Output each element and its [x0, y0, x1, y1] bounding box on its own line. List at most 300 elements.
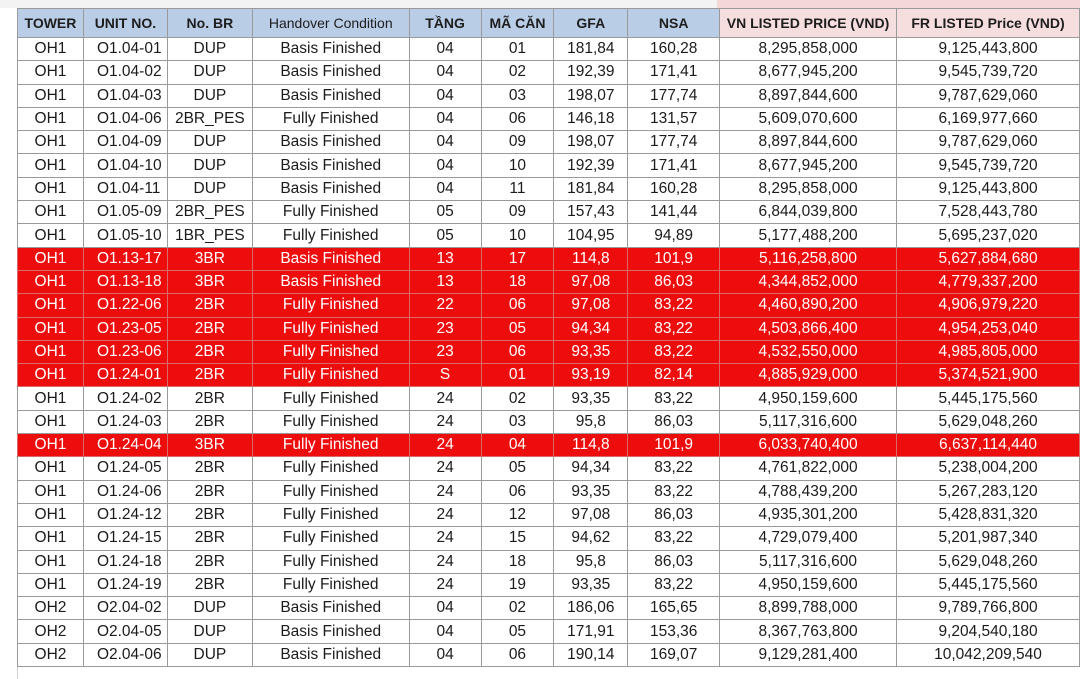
header-ma-can[interactable]: MÃ CĂN: [481, 9, 554, 38]
cell-handover-condition[interactable]: Basis Finished: [252, 177, 409, 200]
cell-ma-can[interactable]: 03: [481, 84, 554, 107]
cell-ma-can[interactable]: 02: [481, 387, 554, 410]
cell-handover-condition[interactable]: Basis Finished: [252, 154, 409, 177]
cell-vn-listed-price[interactable]: 4,460,890,200: [720, 294, 897, 317]
cell-vn-listed-price[interactable]: 5,117,316,600: [720, 550, 897, 573]
cell-fr-listed-price[interactable]: 4,906,979,220: [897, 294, 1080, 317]
cell-gfa[interactable]: 171,91: [554, 620, 628, 643]
table-row[interactable]: [18, 620, 1080, 643]
cell-tower[interactable]: OH1: [18, 84, 84, 107]
cell-vn-listed-price[interactable]: 8,899,788,000: [720, 597, 897, 620]
cell-tower[interactable]: OH1: [18, 527, 84, 550]
cell-fr-listed-price[interactable]: 5,267,283,120: [897, 480, 1080, 503]
cell-ma-can[interactable]: 05: [481, 620, 554, 643]
cell-gfa[interactable]: 93,19: [554, 364, 628, 387]
cell-no-br[interactable]: 3BR: [167, 434, 252, 457]
cell-fr-listed-price[interactable]: 5,428,831,320: [897, 503, 1080, 526]
cell-unit-no[interactable]: O2.04-06: [83, 643, 167, 666]
cell-no-br[interactable]: DUP: [167, 177, 252, 200]
cell-fr-listed-price[interactable]: 4,779,337,200: [897, 270, 1080, 293]
table-row[interactable]: [18, 457, 1080, 480]
table-row[interactable]: [18, 410, 1080, 433]
cell-no-br[interactable]: DUP: [167, 154, 252, 177]
cell-tower[interactable]: OH1: [18, 480, 84, 503]
cell-handover-condition[interactable]: Fully Finished: [252, 107, 409, 130]
cell-tang[interactable]: 04: [409, 38, 481, 61]
cell-unit-no[interactable]: O1.04-09: [83, 131, 167, 154]
table-row[interactable]: [18, 247, 1080, 270]
cell-fr-listed-price[interactable]: 4,954,253,040: [897, 317, 1080, 340]
cell-no-br[interactable]: 2BR: [167, 457, 252, 480]
cell-no-br[interactable]: 2BR: [167, 387, 252, 410]
cell-tang[interactable]: 24: [409, 387, 481, 410]
cell-tang[interactable]: 04: [409, 131, 481, 154]
cell-handover-condition[interactable]: Basis Finished: [252, 38, 409, 61]
cell-tower[interactable]: OH1: [18, 503, 84, 526]
cell-nsa[interactable]: 165,65: [628, 597, 720, 620]
cell-fr-listed-price[interactable]: 6,169,977,660: [897, 107, 1080, 130]
cell-fr-listed-price[interactable]: 5,629,048,260: [897, 410, 1080, 433]
cell-no-br[interactable]: 2BR: [167, 410, 252, 433]
cell-gfa[interactable]: 94,34: [554, 457, 628, 480]
table-row[interactable]: [18, 84, 1080, 107]
cell-unit-no[interactable]: O1.24-18: [83, 550, 167, 573]
table-row[interactable]: [18, 107, 1080, 130]
table-row[interactable]: [18, 224, 1080, 247]
cell-gfa[interactable]: 186,06: [554, 597, 628, 620]
cell-vn-listed-price[interactable]: 4,950,159,600: [720, 573, 897, 596]
cell-fr-listed-price[interactable]: 5,238,004,200: [897, 457, 1080, 480]
table-row[interactable]: [18, 61, 1080, 84]
cell-ma-can[interactable]: 06: [481, 107, 554, 130]
cell-nsa[interactable]: 171,41: [628, 61, 720, 84]
cell-tower[interactable]: OH1: [18, 270, 84, 293]
cell-fr-listed-price[interactable]: 9,787,629,060: [897, 84, 1080, 107]
cell-fr-listed-price[interactable]: 5,374,521,900: [897, 364, 1080, 387]
cell-tang[interactable]: 22: [409, 294, 481, 317]
cell-no-br[interactable]: 2BR_PES: [167, 201, 252, 224]
cell-gfa[interactable]: 114,8: [554, 247, 628, 270]
cell-vn-listed-price[interactable]: 8,897,844,600: [720, 84, 897, 107]
cell-tang[interactable]: 24: [409, 503, 481, 526]
cell-nsa[interactable]: 160,28: [628, 177, 720, 200]
cell-ma-can[interactable]: 02: [481, 597, 554, 620]
cell-tower[interactable]: OH1: [18, 410, 84, 433]
cell-ma-can[interactable]: 04: [481, 434, 554, 457]
cell-fr-listed-price[interactable]: 9,125,443,800: [897, 177, 1080, 200]
cell-handover-condition[interactable]: Fully Finished: [252, 224, 409, 247]
cell-nsa[interactable]: 83,22: [628, 340, 720, 363]
cell-vn-listed-price[interactable]: 8,367,763,800: [720, 620, 897, 643]
cell-fr-listed-price[interactable]: 5,445,175,560: [897, 387, 1080, 410]
cell-gfa[interactable]: 192,39: [554, 61, 628, 84]
cell-fr-listed-price[interactable]: 5,201,987,340: [897, 527, 1080, 550]
cell-tang[interactable]: 04: [409, 154, 481, 177]
cell-tower[interactable]: OH2: [18, 620, 84, 643]
cell-fr-listed-price[interactable]: 5,445,175,560: [897, 573, 1080, 596]
cell-nsa[interactable]: 86,03: [628, 503, 720, 526]
header-no-br[interactable]: No. BR: [167, 9, 252, 38]
cell-tower[interactable]: OH1: [18, 340, 84, 363]
table-row[interactable]: [18, 294, 1080, 317]
cell-vn-listed-price[interactable]: 8,295,858,000: [720, 177, 897, 200]
cell-handover-condition[interactable]: Fully Finished: [252, 340, 409, 363]
cell-tower[interactable]: OH1: [18, 317, 84, 340]
cell-nsa[interactable]: 171,41: [628, 154, 720, 177]
table-row[interactable]: [18, 527, 1080, 550]
cell-no-br[interactable]: DUP: [167, 643, 252, 666]
table-row[interactable]: [18, 201, 1080, 224]
table-row[interactable]: [18, 597, 1080, 620]
cell-ma-can[interactable]: 06: [481, 340, 554, 363]
cell-unit-no[interactable]: O1.13-17: [83, 247, 167, 270]
cell-vn-listed-price[interactable]: 6,033,740,400: [720, 434, 897, 457]
cell-no-br[interactable]: DUP: [167, 131, 252, 154]
cell-no-br[interactable]: 2BR: [167, 294, 252, 317]
table-row[interactable]: [18, 154, 1080, 177]
header-vn-listed-price[interactable]: VN LISTED PRICE (VND): [720, 9, 897, 38]
cell-vn-listed-price[interactable]: 4,761,822,000: [720, 457, 897, 480]
cell-handover-condition[interactable]: Fully Finished: [252, 503, 409, 526]
cell-vn-listed-price[interactable]: 8,677,945,200: [720, 61, 897, 84]
cell-no-br[interactable]: DUP: [167, 84, 252, 107]
cell-handover-condition[interactable]: Fully Finished: [252, 480, 409, 503]
cell-gfa[interactable]: 93,35: [554, 573, 628, 596]
cell-tang[interactable]: 04: [409, 597, 481, 620]
cell-vn-listed-price[interactable]: 8,295,858,000: [720, 38, 897, 61]
cell-tang[interactable]: 04: [409, 620, 481, 643]
cell-tang[interactable]: 04: [409, 61, 481, 84]
cell-tang[interactable]: 24: [409, 480, 481, 503]
cell-unit-no[interactable]: O2.04-05: [83, 620, 167, 643]
cell-vn-listed-price[interactable]: 8,897,844,600: [720, 131, 897, 154]
header-tang[interactable]: TẦNG: [409, 9, 481, 38]
cell-gfa[interactable]: 97,08: [554, 294, 628, 317]
cell-handover-condition[interactable]: Fully Finished: [252, 550, 409, 573]
cell-gfa[interactable]: 94,34: [554, 317, 628, 340]
cell-fr-listed-price[interactable]: 9,545,739,720: [897, 154, 1080, 177]
cell-unit-no[interactable]: O1.24-05: [83, 457, 167, 480]
cell-nsa[interactable]: 83,22: [628, 457, 720, 480]
cell-gfa[interactable]: 97,08: [554, 270, 628, 293]
cell-tang[interactable]: 04: [409, 643, 481, 666]
cell-nsa[interactable]: 169,07: [628, 643, 720, 666]
header-tower[interactable]: TOWER: [18, 9, 84, 38]
cell-gfa[interactable]: 104,95: [554, 224, 628, 247]
cell-handover-condition[interactable]: Basis Finished: [252, 597, 409, 620]
cell-ma-can[interactable]: 06: [481, 643, 554, 666]
cell-ma-can[interactable]: 11: [481, 177, 554, 200]
cell-tower[interactable]: OH2: [18, 597, 84, 620]
cell-nsa[interactable]: 94,89: [628, 224, 720, 247]
table-row[interactable]: [18, 643, 1080, 666]
cell-nsa[interactable]: 101,9: [628, 434, 720, 457]
cell-nsa[interactable]: 83,22: [628, 527, 720, 550]
cell-unit-no[interactable]: O1.05-09: [83, 201, 167, 224]
cell-unit-no[interactable]: O1.24-15: [83, 527, 167, 550]
cell-no-br[interactable]: 2BR: [167, 364, 252, 387]
cell-ma-can[interactable]: 03: [481, 410, 554, 433]
cell-no-br[interactable]: 2BR: [167, 573, 252, 596]
cell-no-br[interactable]: DUP: [167, 61, 252, 84]
cell-fr-listed-price[interactable]: 5,629,048,260: [897, 550, 1080, 573]
cell-ma-can[interactable]: 18: [481, 550, 554, 573]
cell-tang[interactable]: 13: [409, 247, 481, 270]
cell-tang[interactable]: 24: [409, 410, 481, 433]
cell-tang[interactable]: 23: [409, 340, 481, 363]
cell-no-br[interactable]: 2BR: [167, 480, 252, 503]
cell-nsa[interactable]: 83,22: [628, 480, 720, 503]
cell-ma-can[interactable]: 10: [481, 224, 554, 247]
cell-tower[interactable]: OH1: [18, 154, 84, 177]
cell-gfa[interactable]: 192,39: [554, 154, 628, 177]
cell-gfa[interactable]: 97,08: [554, 503, 628, 526]
cell-unit-no[interactable]: O1.24-01: [83, 364, 167, 387]
cell-unit-no[interactable]: O1.05-10: [83, 224, 167, 247]
cell-vn-listed-price[interactable]: 4,532,550,000: [720, 340, 897, 363]
cell-unit-no[interactable]: O1.24-04: [83, 434, 167, 457]
cell-tower[interactable]: OH1: [18, 201, 84, 224]
cell-tower[interactable]: OH1: [18, 247, 84, 270]
cell-unit-no[interactable]: O1.04-02: [83, 61, 167, 84]
cell-nsa[interactable]: 86,03: [628, 270, 720, 293]
cell-ma-can[interactable]: 05: [481, 457, 554, 480]
cell-gfa[interactable]: 93,35: [554, 387, 628, 410]
table-row[interactable]: [18, 573, 1080, 596]
cell-no-br[interactable]: 2BR_PES: [167, 107, 252, 130]
cell-tower[interactable]: OH1: [18, 434, 84, 457]
table-row[interactable]: [18, 503, 1080, 526]
cell-gfa[interactable]: 94,62: [554, 527, 628, 550]
cell-tower[interactable]: OH1: [18, 294, 84, 317]
cell-tang[interactable]: 04: [409, 177, 481, 200]
cell-tower[interactable]: OH1: [18, 364, 84, 387]
cell-vn-listed-price[interactable]: 9,129,281,400: [720, 643, 897, 666]
table-row[interactable]: [18, 364, 1080, 387]
cell-unit-no[interactable]: O1.23-05: [83, 317, 167, 340]
cell-tower[interactable]: OH1: [18, 61, 84, 84]
cell-tang[interactable]: 24: [409, 457, 481, 480]
cell-fr-listed-price[interactable]: 9,787,629,060: [897, 131, 1080, 154]
cell-no-br[interactable]: 3BR: [167, 247, 252, 270]
cell-gfa[interactable]: 93,35: [554, 340, 628, 363]
cell-vn-listed-price[interactable]: 5,116,258,800: [720, 247, 897, 270]
cell-tang[interactable]: 24: [409, 573, 481, 596]
cell-vn-listed-price[interactable]: 4,503,866,400: [720, 317, 897, 340]
cell-ma-can[interactable]: 06: [481, 294, 554, 317]
cell-ma-can[interactable]: 01: [481, 364, 554, 387]
cell-unit-no[interactable]: O1.24-19: [83, 573, 167, 596]
cell-unit-no[interactable]: O2.04-02: [83, 597, 167, 620]
cell-fr-listed-price[interactable]: 9,789,766,800: [897, 597, 1080, 620]
cell-unit-no[interactable]: O1.04-03: [83, 84, 167, 107]
cell-nsa[interactable]: 131,57: [628, 107, 720, 130]
cell-handover-condition[interactable]: Fully Finished: [252, 573, 409, 596]
cell-unit-no[interactable]: O1.24-03: [83, 410, 167, 433]
cell-tang[interactable]: 04: [409, 84, 481, 107]
cell-unit-no[interactable]: O1.23-06: [83, 340, 167, 363]
cell-unit-no[interactable]: O1.04-01: [83, 38, 167, 61]
cell-unit-no[interactable]: O1.13-18: [83, 270, 167, 293]
table-row[interactable]: [18, 480, 1080, 503]
cell-fr-listed-price[interactable]: 9,204,540,180: [897, 620, 1080, 643]
cell-handover-condition[interactable]: Basis Finished: [252, 131, 409, 154]
cell-handover-condition[interactable]: Fully Finished: [252, 294, 409, 317]
cell-tang[interactable]: 23: [409, 317, 481, 340]
header-unit-no[interactable]: UNIT NO.: [83, 9, 167, 38]
cell-gfa[interactable]: 95,8: [554, 550, 628, 573]
cell-handover-condition[interactable]: Fully Finished: [252, 201, 409, 224]
cell-fr-listed-price[interactable]: 7,528,443,780: [897, 201, 1080, 224]
cell-nsa[interactable]: 141,44: [628, 201, 720, 224]
cell-vn-listed-price[interactable]: 4,788,439,200: [720, 480, 897, 503]
cell-ma-can[interactable]: 15: [481, 527, 554, 550]
cell-no-br[interactable]: 2BR: [167, 503, 252, 526]
cell-unit-no[interactable]: O1.22-06: [83, 294, 167, 317]
table-row[interactable]: [18, 387, 1080, 410]
table-row[interactable]: [18, 38, 1080, 61]
cell-no-br[interactable]: DUP: [167, 597, 252, 620]
cell-unit-no[interactable]: O1.24-06: [83, 480, 167, 503]
cell-vn-listed-price[interactable]: 8,677,945,200: [720, 154, 897, 177]
cell-handover-condition[interactable]: Basis Finished: [252, 643, 409, 666]
cell-handover-condition[interactable]: Fully Finished: [252, 364, 409, 387]
cell-vn-listed-price[interactable]: 5,609,070,600: [720, 107, 897, 130]
cell-handover-condition[interactable]: Basis Finished: [252, 620, 409, 643]
cell-gfa[interactable]: 181,84: [554, 38, 628, 61]
cell-gfa[interactable]: 114,8: [554, 434, 628, 457]
cell-tang[interactable]: 24: [409, 550, 481, 573]
cell-no-br[interactable]: 3BR: [167, 270, 252, 293]
cell-tower[interactable]: OH1: [18, 573, 84, 596]
cell-tower[interactable]: OH1: [18, 107, 84, 130]
cell-handover-condition[interactable]: Fully Finished: [252, 434, 409, 457]
cell-ma-can[interactable]: 06: [481, 480, 554, 503]
cell-gfa[interactable]: 198,07: [554, 84, 628, 107]
cell-ma-can[interactable]: 02: [481, 61, 554, 84]
cell-tang[interactable]: 13: [409, 270, 481, 293]
header-nsa[interactable]: NSA: [628, 9, 720, 38]
cell-gfa[interactable]: 93,35: [554, 480, 628, 503]
cell-fr-listed-price[interactable]: 4,985,805,000: [897, 340, 1080, 363]
cell-fr-listed-price[interactable]: 5,695,237,020: [897, 224, 1080, 247]
cell-handover-condition[interactable]: Basis Finished: [252, 270, 409, 293]
cell-gfa[interactable]: 190,14: [554, 643, 628, 666]
cell-no-br[interactable]: DUP: [167, 620, 252, 643]
cell-tang[interactable]: 05: [409, 201, 481, 224]
table-row[interactable]: [18, 550, 1080, 573]
cell-nsa[interactable]: 83,22: [628, 294, 720, 317]
cell-fr-listed-price[interactable]: 9,545,739,720: [897, 61, 1080, 84]
table-row[interactable]: [18, 270, 1080, 293]
table-row[interactable]: [18, 177, 1080, 200]
cell-handover-condition[interactable]: Fully Finished: [252, 527, 409, 550]
cell-nsa[interactable]: 83,22: [628, 387, 720, 410]
cell-tower[interactable]: OH2: [18, 643, 84, 666]
cell-gfa[interactable]: 198,07: [554, 131, 628, 154]
cell-tang[interactable]: 05: [409, 224, 481, 247]
cell-tower[interactable]: OH1: [18, 224, 84, 247]
cell-gfa[interactable]: 181,84: [554, 177, 628, 200]
cell-tower[interactable]: OH1: [18, 131, 84, 154]
cell-handover-condition[interactable]: Basis Finished: [252, 84, 409, 107]
cell-tower[interactable]: OH1: [18, 38, 84, 61]
cell-tower[interactable]: OH1: [18, 387, 84, 410]
cell-vn-listed-price[interactable]: 4,935,301,200: [720, 503, 897, 526]
cell-unit-no[interactable]: O1.04-11: [83, 177, 167, 200]
cell-handover-condition[interactable]: Fully Finished: [252, 317, 409, 340]
cell-fr-listed-price[interactable]: 5,627,884,680: [897, 247, 1080, 270]
table-row[interactable]: [18, 131, 1080, 154]
cell-ma-can[interactable]: 09: [481, 131, 554, 154]
cell-no-br[interactable]: 2BR: [167, 527, 252, 550]
cell-tower[interactable]: OH1: [18, 457, 84, 480]
cell-gfa[interactable]: 95,8: [554, 410, 628, 433]
cell-tang[interactable]: 24: [409, 434, 481, 457]
cell-no-br[interactable]: DUP: [167, 38, 252, 61]
cell-unit-no[interactable]: O1.04-10: [83, 154, 167, 177]
cell-tower[interactable]: OH1: [18, 177, 84, 200]
cell-handover-condition[interactable]: Fully Finished: [252, 410, 409, 433]
cell-handover-condition[interactable]: Fully Finished: [252, 387, 409, 410]
cell-gfa[interactable]: 146,18: [554, 107, 628, 130]
cell-no-br[interactable]: 1BR_PES: [167, 224, 252, 247]
table-row[interactable]: [18, 434, 1080, 457]
cell-vn-listed-price[interactable]: 4,344,852,000: [720, 270, 897, 293]
cell-nsa[interactable]: 177,74: [628, 131, 720, 154]
cell-tower[interactable]: OH1: [18, 550, 84, 573]
cell-tang[interactable]: S: [409, 364, 481, 387]
cell-nsa[interactable]: 82,14: [628, 364, 720, 387]
cell-handover-condition[interactable]: Basis Finished: [252, 61, 409, 84]
cell-vn-listed-price[interactable]: 6,844,039,800: [720, 201, 897, 224]
cell-no-br[interactable]: 2BR: [167, 340, 252, 363]
cell-vn-listed-price[interactable]: 4,729,079,400: [720, 527, 897, 550]
cell-vn-listed-price[interactable]: 4,950,159,600: [720, 387, 897, 410]
cell-handover-condition[interactable]: Fully Finished: [252, 457, 409, 480]
cell-vn-listed-price[interactable]: 4,885,929,000: [720, 364, 897, 387]
cell-ma-can[interactable]: 09: [481, 201, 554, 224]
cell-nsa[interactable]: 160,28: [628, 38, 720, 61]
cell-nsa[interactable]: 177,74: [628, 84, 720, 107]
cell-unit-no[interactable]: O1.04-06: [83, 107, 167, 130]
cell-nsa[interactable]: 83,22: [628, 573, 720, 596]
cell-nsa[interactable]: 101,9: [628, 247, 720, 270]
cell-ma-can[interactable]: 19: [481, 573, 554, 596]
cell-unit-no[interactable]: O1.24-12: [83, 503, 167, 526]
table-row[interactable]: [18, 317, 1080, 340]
cell-nsa[interactable]: 83,22: [628, 317, 720, 340]
cell-nsa[interactable]: 153,36: [628, 620, 720, 643]
cell-tang[interactable]: 24: [409, 527, 481, 550]
cell-fr-listed-price[interactable]: 10,042,209,540: [897, 643, 1080, 666]
cell-nsa[interactable]: 86,03: [628, 410, 720, 433]
cell-nsa[interactable]: 86,03: [628, 550, 720, 573]
header-fr-listed-price[interactable]: FR LISTED Price (VND): [897, 9, 1080, 38]
cell-unit-no[interactable]: O1.24-02: [83, 387, 167, 410]
table-row[interactable]: [18, 340, 1080, 363]
cell-ma-can[interactable]: 05: [481, 317, 554, 340]
cell-no-br[interactable]: 2BR: [167, 317, 252, 340]
cell-gfa[interactable]: 157,43: [554, 201, 628, 224]
cell-handover-condition[interactable]: Basis Finished: [252, 247, 409, 270]
cell-ma-can[interactable]: 17: [481, 247, 554, 270]
cell-fr-listed-price[interactable]: 6,637,114,440: [897, 434, 1080, 457]
cell-ma-can[interactable]: 10: [481, 154, 554, 177]
cell-ma-can[interactable]: 12: [481, 503, 554, 526]
cell-vn-listed-price[interactable]: 5,177,488,200: [720, 224, 897, 247]
header-gfa[interactable]: GFA: [554, 9, 628, 38]
